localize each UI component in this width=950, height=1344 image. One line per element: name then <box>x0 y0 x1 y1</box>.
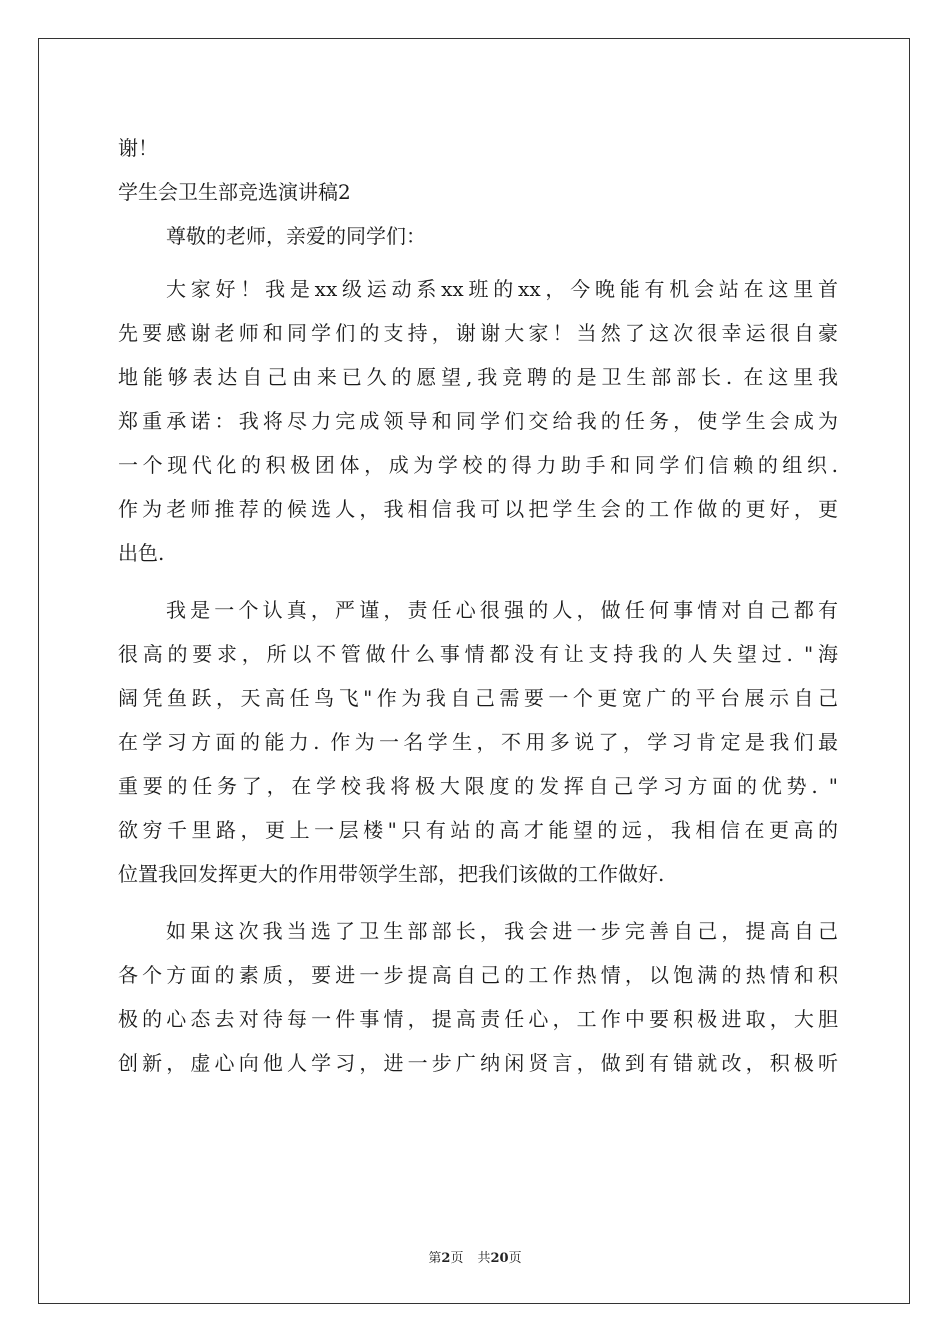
opening-line: 谢！ <box>118 136 158 160</box>
page-prefix: 第 <box>428 1251 442 1266</box>
paragraph-line: 先要感谢老师和同学们的支持，谢谢大家！当然了这次很幸运很自豪 <box>118 321 838 345</box>
paragraph-line: 重要的任务了，在学校我将极大限度的发挥自己学习方面的优势. " <box>118 774 838 798</box>
paragraph-line: 极的心态去对待每一件事情，提高责任心，工作中要积极进取，大胆 <box>118 1007 838 1031</box>
paragraph-line: 很高的要求，所以不管做什么事情都没有让支持我的人失望过. "海 <box>118 642 838 666</box>
paragraph-line: 阔凭鱼跃，天高任鸟飞"作为我自己需要一个更宽广的平台展示自己 <box>118 686 838 710</box>
total-prefix: 共 <box>477 1251 491 1266</box>
paragraph-line: 欲穷千里路，更上一层楼"只有站的高才能望的远，我相信在更高的 <box>118 818 838 842</box>
paragraph-line: 地能够表达自己由来已久的愿望,我竞聘的是卫生部部长. 在这里我 <box>118 365 838 389</box>
document-body <box>118 126 838 1098</box>
speech-heading: 学生会卫生部竞选演讲稿2 <box>118 180 351 204</box>
page-number: 2 <box>441 1251 451 1266</box>
paragraph-line: 在学习方面的能力. 作为一名学生，不用多说了，学习肯定是我们最 <box>118 730 838 754</box>
paragraph-line: 位置我回发挥更大的作用带领学生部，把我们该做的工作做好. <box>118 862 665 886</box>
paragraph-line: 如果这次我当选了卫生部部长，我会进一步完善自己，提高自己 <box>166 919 838 943</box>
paragraph-line: 出色. <box>118 541 165 565</box>
total-suffix: 页 <box>508 1251 522 1266</box>
paragraph-1 <box>118 267 838 575</box>
paragraph-line: 作为老师推荐的候选人，我相信我可以把学生会的工作做的更好，更 <box>118 497 838 521</box>
total-pages: 20 <box>490 1251 509 1266</box>
paragraph-line: 创新，虚心向他人学习，进一步广纳闲贤言，做到有错就改，积极听 <box>118 1051 838 1075</box>
greeting-paragraph <box>118 214 838 258</box>
paragraph-3 <box>118 909 838 1085</box>
paragraph-2 <box>118 588 838 896</box>
page-suffix: 页 <box>450 1251 464 1266</box>
paragraph-line: 郑重承诺：我将尽力完成领导和同学们交给我的任务，使学生会成为 <box>118 409 838 433</box>
paragraph-line: 大家好！我是xx级运动系xx班的xx，今晚能有机会站在这里首 <box>166 277 838 301</box>
paragraph-line: 各个方面的素质，要进一步提高自己的工作热情，以饱满的热情和积 <box>118 963 838 987</box>
paragraph-line: 一个现代化的积极团体，成为学校的得力助手和同学们信赖的组织. <box>118 453 838 477</box>
paragraph-line: 我是一个认真，严谨，责任心很强的人，做任何事情对自己都有 <box>166 598 838 622</box>
page-footer <box>0 1247 950 1266</box>
greeting-line: 尊敬的老师，亲爱的同学们： <box>166 224 426 248</box>
